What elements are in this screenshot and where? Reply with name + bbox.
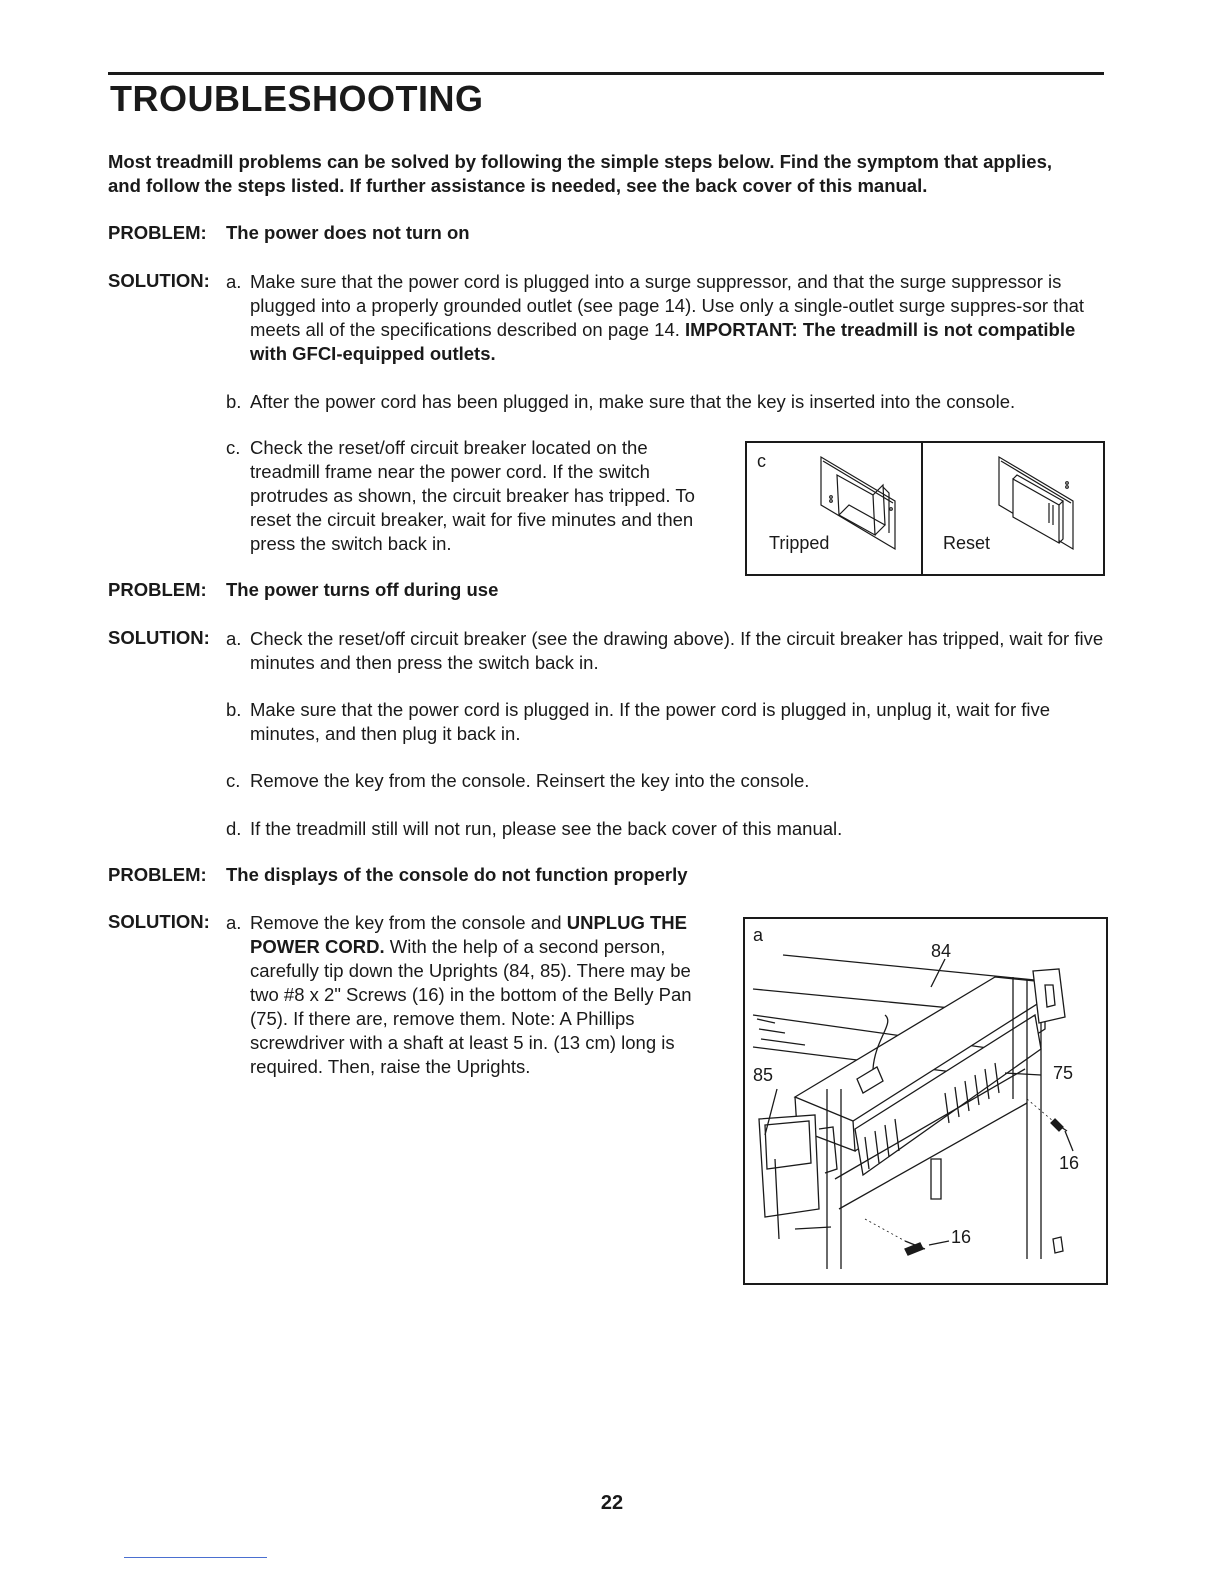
item-letter: a. xyxy=(226,912,242,933)
item-letter: b. xyxy=(226,391,242,412)
problem-label: PROBLEM: xyxy=(108,222,207,243)
solution-item xyxy=(226,436,706,556)
callout-84: 84 xyxy=(931,941,952,961)
callout-16-bottom: 16 xyxy=(951,1227,972,1247)
intro-paragraph: Most treadmill problems can be solved by following the simple steps below. Find the symptom that applies, and follow the steps listed. If further assistance is needed, see the back cover of this manual. xyxy=(108,151,1052,196)
problem-text: The displays of the console do not function properly xyxy=(226,864,688,885)
item-important: UNPLUG THE POWER CORD. xyxy=(250,912,687,957)
page-title: TROUBLESHOOTING xyxy=(110,78,484,119)
item-text: After the power cord has been plugged in, make sure that the key is inserted into the console. xyxy=(250,391,1016,412)
item-text: Make sure that the power cord is plugged in. If the power cord is plugged in, unplug it, wait for five minutes, and then plug it back in. xyxy=(250,699,1051,744)
solution-item xyxy=(226,769,1106,793)
item-text: Remove the key from the console. Reinsert the key into the console. xyxy=(250,770,810,791)
item-letter: a. xyxy=(226,628,242,649)
item-letter: c. xyxy=(226,770,241,791)
problem-label: PROBLEM: xyxy=(108,864,207,885)
item-text: Check the reset/off circuit breaker (see the drawing above). If the circuit breaker has tripped, wait for five minutes and then press the switch back in. xyxy=(250,628,1104,673)
item-text: Remove the key from the console and xyxy=(250,912,562,933)
solution-label: SOLUTION: xyxy=(108,911,210,932)
item-text: If the treadmill still will not run, please see the back cover of this manual. xyxy=(250,818,843,839)
item-letter: c. xyxy=(226,437,241,458)
treadmill-figure xyxy=(743,917,1108,1285)
problem-heading xyxy=(108,222,470,244)
item-text: Check the reset/off circuit breaker located on the treadmill frame near the power cord. If the switch protrudes as shown, the circuit breaker has tripped. To reset the circuit breaker, wait for five minutes and then press the switch back in. xyxy=(250,437,695,554)
problem-text: The power does not turn on xyxy=(226,222,470,243)
callout-75: 75 xyxy=(1053,1063,1074,1083)
reset-switch-drawing xyxy=(987,453,1087,553)
problem-heading xyxy=(108,579,498,601)
treadmill-upright-drawing xyxy=(745,919,1106,1283)
tripped-caption: Tripped xyxy=(769,533,830,553)
solution-item xyxy=(226,627,1106,675)
item-letter: b. xyxy=(226,699,242,720)
item-important: IMPORTANT: The treadmill is not compatible with GFCI-equipped outlets. xyxy=(250,319,1076,364)
solution-label: SOLUTION: xyxy=(108,270,210,291)
solution-item xyxy=(226,698,1106,746)
callout-16-right: 16 xyxy=(1059,1153,1080,1173)
figure-divider xyxy=(921,443,923,574)
problem-label: PROBLEM: xyxy=(108,579,207,600)
solution-item xyxy=(226,270,1106,366)
item-text-continued: With the help of a second person, carefully tip down the Uprights (84, 85). There may be two #8 x 2" Screws (16) in the bottom of the Belly Pan (75). If there are, remove them. Note: A Phillips screwdriver with a shaft at least 5 in. (13 cm) long is required. Then, raise the Uprights. xyxy=(250,936,692,1077)
solution-item xyxy=(226,911,712,1079)
solution-item xyxy=(226,390,1106,414)
figure-letter: a xyxy=(753,925,764,945)
solution-label: SOLUTION: xyxy=(108,627,210,648)
item-letter: d. xyxy=(226,818,242,839)
problem-heading xyxy=(108,864,688,886)
header-rule xyxy=(108,72,1104,75)
reset-caption: Reset xyxy=(943,533,991,553)
figure-letter: c xyxy=(757,451,766,471)
page-number: 22 xyxy=(600,1492,624,1514)
item-text: Make sure that the power cord is plugged into a surge suppressor, and that the surge suppressor is plugged into a properly grounded outlet (see page 14). Use only a single-outlet surge suppres-sor that meets all of the specifications described on page 14. xyxy=(250,271,1085,340)
item-letter: a. xyxy=(226,271,242,292)
footer-line xyxy=(124,1557,267,1558)
callout-85: 85 xyxy=(753,1065,774,1085)
solution-item xyxy=(226,817,1106,841)
circuit-breaker-figure xyxy=(745,441,1105,576)
problem-text: The power turns off during use xyxy=(226,579,499,600)
